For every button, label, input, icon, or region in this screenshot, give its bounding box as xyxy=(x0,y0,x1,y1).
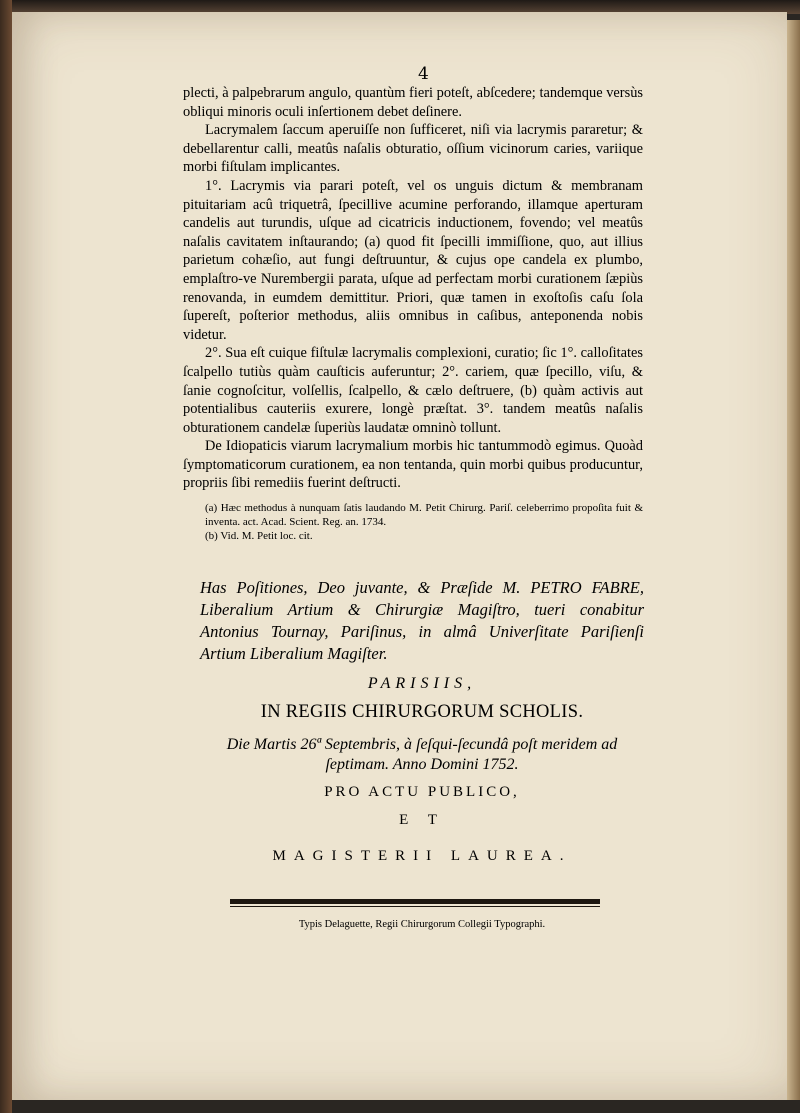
actu-line: PRO ACTU PUBLICO, xyxy=(324,784,520,800)
paragraph-1: plecti, à palpebrarum angulo, quantùm fieri poteſt, abſcedere; tandemque versùs obliqui minoris oculi inſertionem debet deſinere. xyxy=(183,85,643,120)
positiones-statement: Has Poſitiones, Deo juvante, & Præſide M. PETRO FABRE, Liberalium Artium & Chirurgiæ Magiſtro, tueri conabitur Antonius Tournay, Pariſinus, in almâ Univerſitate Pariſienſi Artium Liberalium Magiſter. xyxy=(200,578,644,663)
page-edges xyxy=(787,20,800,1100)
footnote-b: (b) Vid. M. Petit loc. cit. xyxy=(205,530,313,543)
city-line: PARISIIS, xyxy=(367,675,477,692)
paragraph-3: 1°. Lacrymis via parari poteſt, vel os unguis dictum & membranam pituitariam acû triquetrâ, ſpecillive acumine perforando, illamque aperturam candelis aut turundis, uſque ad cicatricis inductionem, fovendo; vel meatûs naſalis cavitatem inſtaurando; (a) quod fit ſpecilli immiſſione, quo, aut illius parietum cohæſio, aut fungi deſtruuntur, & cujus ope candela ex plumbo, emplaſtro-ve Nurembergii parata, uſque ad perfectam morbi curationem ſæpiùs renovanda, in eumdem demittitur. Priori, quæ tamen in exoſtoſis caſu ſola ſupereſt, poſterior methodus, aliis omnibus in caſibus, anteponenda nobis videtur. xyxy=(183,177,643,343)
double-rule xyxy=(230,899,600,909)
book-binding xyxy=(0,0,12,1113)
footnotes xyxy=(183,501,643,543)
rule-thick xyxy=(230,899,600,904)
footnote-a: (a) Hæc methodus à nunquam ſatis laudando M. Petit Chirurg. Pariſ. celeberrimo propoſita fuit & inventa. act. Acad. Scient. Reg. an. 1734. xyxy=(205,502,643,529)
schools-line: IN REGIIS CHIRURGORUM SCHOLIS. xyxy=(260,702,584,722)
paragraph-5: De Idiopaticis viarum lacrymalium morbis hic tantummodò egimus. Quoàd ſymptomaticorum curationem, ea non tentanda, quin morbi quibus producuntur, propriis ſibi remediis fuerint deſtructi. xyxy=(183,438,643,492)
rule-thin xyxy=(230,906,600,907)
imprint xyxy=(200,577,644,867)
printer-line: Typis Delaguette, Regii Chirurgorum Collegii Typographi. xyxy=(298,919,546,930)
paragraph-4: 2°. Sua eſt cuique fiſtulæ lacrymalis complexioni, curatio; ſic 1°. calloſitates ſcalpello tutiùs quàm cauſticis auferuntur; 2°. cariem, quæ ſpecillo, viſu, & ſanie cognoſcitur, volſellis, ſcalpello, & cælo deſtruere, (b) quàm activis aut potentialibus cauteriis exurere, longè præſtat. 3°. tandem meatûs naſalis obturationem candelæ ſuperiùs laudatæ omninò tollunt. xyxy=(183,345,643,436)
paragraph-2: Lacrymalem ſaccum aperuiſſe non ſufficeret, niſi via lacrymis pararetur; & debellarentur calli, meatûs naſalis obturatio, oſſium vicinorum caries, variique morbi fiſtulam implicantes. xyxy=(183,122,643,176)
page-number: 4 xyxy=(418,64,429,84)
date-line: Die Martis 26ª Septembris, à ſeſqui-ſecundâ poſt meridem ad ſeptimam. Anno Domini 1752. xyxy=(226,736,618,773)
body-text xyxy=(183,84,643,543)
et-line: E T xyxy=(399,812,445,828)
laurea-line: MAGISTERII LAUREA. xyxy=(272,848,572,864)
